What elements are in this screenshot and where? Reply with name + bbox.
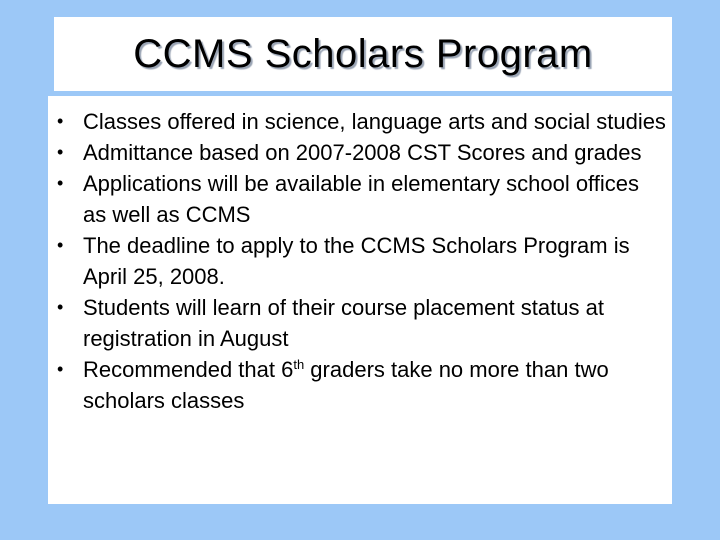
title-panel bbox=[54, 17, 672, 91]
bullet-item bbox=[48, 106, 672, 137]
bullet-item bbox=[48, 292, 672, 354]
bullet-item bbox=[48, 168, 672, 230]
content-panel bbox=[48, 96, 672, 504]
bullet-text: Admittance based on 2007-2008 CST Scores and grades bbox=[83, 140, 642, 165]
ordinal-superscript: th bbox=[293, 357, 305, 372]
bullet-dot-icon: • bbox=[57, 235, 64, 255]
bullet-text: Students will learn of their course placement status at registration in August bbox=[83, 295, 604, 351]
bullet-text: The deadline to apply to the CCMS Scholars Program is April 25, 2008. bbox=[83, 233, 630, 289]
slide-title: CCMS Scholars Program bbox=[133, 31, 593, 76]
bullet-dot-icon: • bbox=[57, 111, 64, 131]
bullet-dot-icon: • bbox=[57, 173, 64, 193]
bullet-item bbox=[48, 230, 672, 292]
bullet-text-start: Recommended that 6 bbox=[83, 357, 294, 382]
bullet-text-end: graders take no more than two scholars classes bbox=[83, 357, 609, 413]
bullet-text: Classes offered in science, language arts and social studies bbox=[83, 109, 666, 134]
bullet-text: Applications will be available in elementary school offices as well as CCMS bbox=[83, 171, 640, 227]
bullet-list bbox=[48, 96, 672, 416]
bullet-dot-icon: • bbox=[57, 142, 64, 162]
bullet-dot-icon: • bbox=[57, 297, 64, 317]
bullet-dot-icon: • bbox=[57, 359, 64, 379]
bullet-text bbox=[83, 357, 609, 413]
bullet-item bbox=[48, 354, 672, 416]
bullet-item bbox=[48, 137, 672, 168]
